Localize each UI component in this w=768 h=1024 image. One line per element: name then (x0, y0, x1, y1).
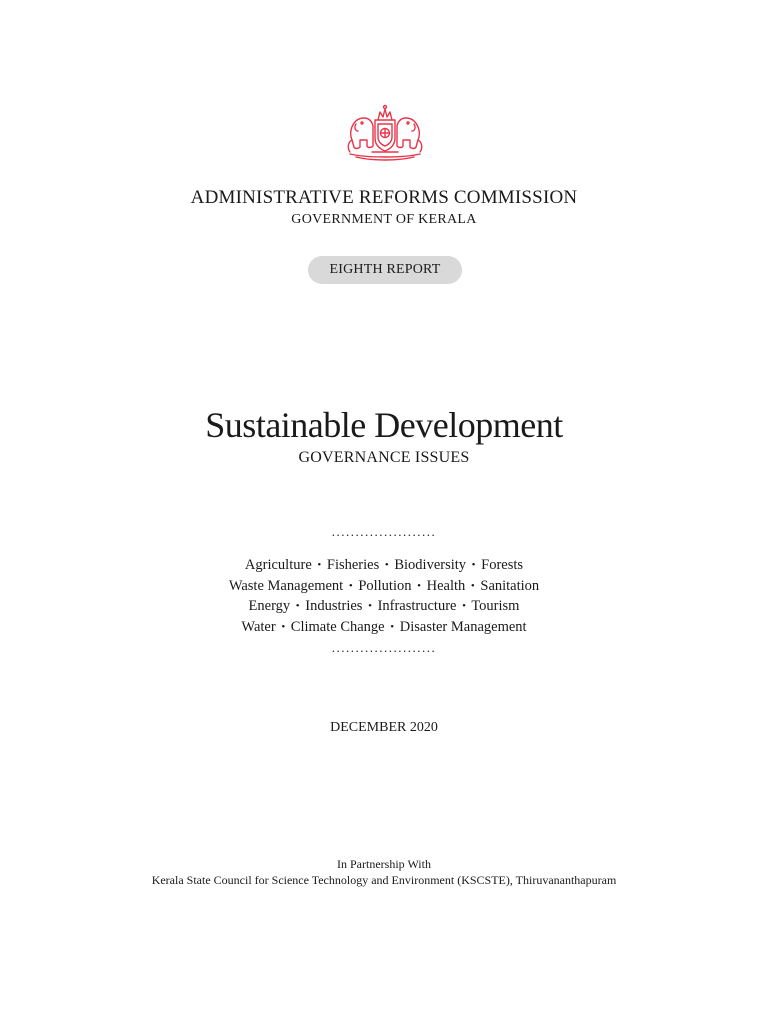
bullet-separator: • (390, 620, 395, 633)
topic-item: Industries (305, 598, 363, 615)
topic-item: Water (241, 618, 276, 635)
publication-date: DECEMBER 2020 (330, 720, 438, 735)
bullet-separator: • (295, 600, 300, 613)
bullet-separator: • (384, 559, 389, 571)
topic-item: Forests (481, 557, 524, 573)
bullet-separator: • (348, 579, 353, 592)
topic-item: Pollution (358, 577, 412, 594)
bullet-separator: • (462, 600, 466, 613)
bullet-separator: • (368, 600, 372, 613)
topic-item: Disaster Management (399, 618, 527, 635)
document-subtitle: GOVERNANCE ISSUES (298, 449, 470, 466)
topic-item: Infrastructure (377, 598, 457, 615)
report-badge: EIGHTH REPORT (308, 256, 462, 284)
bullet-separator: • (471, 559, 476, 571)
topic-line (0, 618, 768, 639)
topic-line (0, 577, 768, 598)
topic-item: Biodiversity (394, 557, 467, 573)
bullet-separator: • (281, 620, 286, 633)
bullet-separator: • (470, 579, 475, 592)
organization-subtitle: GOVERNMENT OF KERALA (291, 212, 477, 227)
topic-line (0, 597, 768, 618)
organization-title: ADMINISTRATIVE REFORMS COMMISSION (190, 187, 578, 208)
dotted-divider-bottom: ...................... (331, 640, 437, 655)
kerala-state-emblem-icon (342, 100, 428, 164)
dotted-divider-top: ...................... (331, 524, 437, 539)
partner-organization: Kerala State Council for Science Technology and Environment (KSCSTE), Thiruvananthapuram (151, 873, 617, 887)
topic-item: Energy (248, 598, 291, 615)
partnership-label: In Partnership With (337, 857, 431, 871)
topics-list (0, 556, 768, 638)
topic-line (0, 556, 768, 577)
topic-item: Waste Management (228, 577, 344, 594)
bullet-separator: • (317, 559, 322, 571)
topic-item: Climate Change (290, 618, 385, 635)
bullet-separator: • (417, 579, 421, 592)
topic-item: Fisheries (326, 557, 380, 573)
topic-item: Health (426, 577, 466, 594)
topic-item: Agriculture (244, 557, 312, 573)
topic-item: Sanitation (480, 577, 540, 594)
topic-item: Tourism (471, 598, 520, 615)
document-title: Sustainable Development (205, 405, 563, 445)
